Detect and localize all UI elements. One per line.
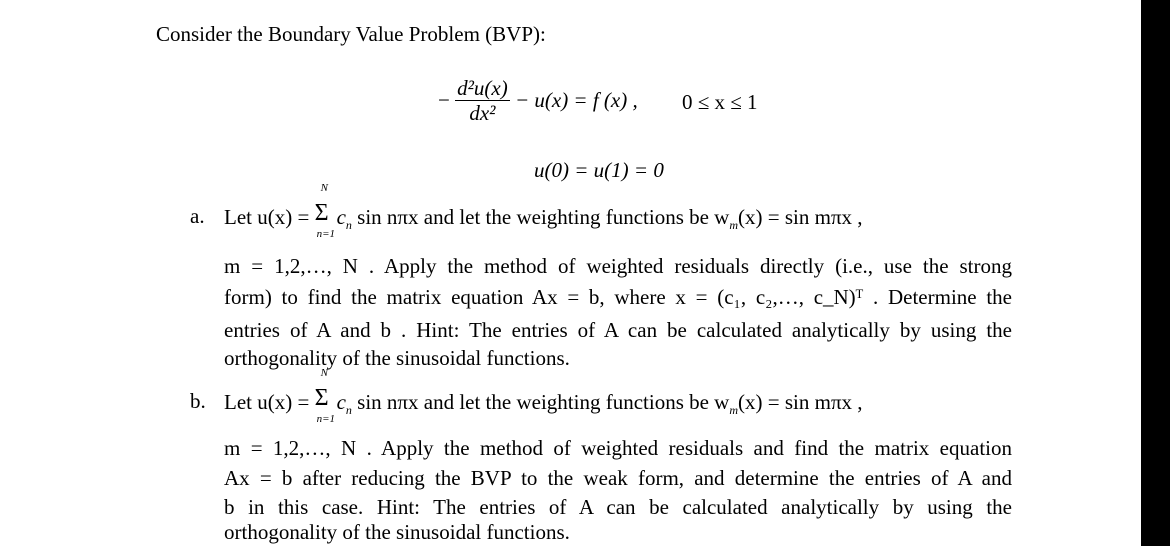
part-a-line2: m = 1,2,…, N . Apply the method of weighted residuals directly (i.e., use the strong xyxy=(224,254,1012,278)
boundary-conditions: u(0) = u(1) = 0 xyxy=(534,158,664,182)
coef-symbol: c xyxy=(336,205,346,229)
sigma-symbol: Σ xyxy=(314,200,329,226)
part-b-line3: Ax = b after reducing the BVP to the weak form, and determine the entries of A and xyxy=(224,466,1012,490)
part-a-tail: sin nπx and let the weighting functions be w xyxy=(357,205,730,229)
coef-subscript: n xyxy=(345,218,352,233)
part-a-line5: orthogonality of the sinusoidal functions. xyxy=(224,346,570,370)
part-a-lead: Let u(x) = xyxy=(224,205,310,229)
sum-lower-limit: n=1 xyxy=(316,413,335,425)
weight-subscript: m xyxy=(729,403,739,418)
minus-sign: − xyxy=(438,88,450,112)
part-b-summation xyxy=(314,367,337,425)
part-a-summation xyxy=(314,182,337,240)
domain-condition: 0 ≤ x ≤ 1 xyxy=(682,90,758,114)
fraction-denominator: dx² xyxy=(469,101,496,125)
second-derivative-fraction xyxy=(455,76,510,125)
part-b-line5: orthogonality of the sinusoidal functions. xyxy=(224,520,570,544)
part-a-line4: entries of A and b . Hint: The entries of A can be calculated analytically by using the xyxy=(224,318,1012,342)
black-edge xyxy=(1141,0,1170,546)
sum-upper-limit: N xyxy=(320,367,328,379)
part-b-end: (x) = sin mπx , xyxy=(738,390,863,414)
part-b-line1 xyxy=(224,367,863,425)
sum-lower-limit: n=1 xyxy=(316,228,335,240)
coef-subscript: n xyxy=(345,403,352,418)
part-b-tail: sin nπx and let the weighting functions be w xyxy=(357,390,730,414)
sum-upper-limit: N xyxy=(320,182,328,194)
intro-text: Consider the Boundary Value Problem (BVP): xyxy=(156,22,546,46)
weight-subscript: m xyxy=(729,218,739,233)
sigma-symbol: Σ xyxy=(314,385,329,411)
part-a-line1 xyxy=(224,182,863,240)
bvp-equation xyxy=(438,76,638,125)
equation-rest: − u(x) = f (x) , xyxy=(514,88,638,112)
coef-symbol: c xyxy=(336,390,346,414)
part-a-label: a. xyxy=(190,204,205,228)
part-b-line4: b in this case. Hint: The entries of A can be calculated analytically by using the xyxy=(224,495,1012,519)
fraction-numerator: d²u(x) xyxy=(457,76,508,100)
part-b-line2: m = 1,2,…, N . Apply the method of weighted residuals and find the matrix equation xyxy=(224,436,1012,460)
part-b-lead: Let u(x) = xyxy=(224,390,310,414)
part-b-label: b. xyxy=(190,389,206,413)
part-a-line3: form) to find the matrix equation Ax = b, where x = (c₁, c₂,…, c_N)ᵀ . Determine the xyxy=(224,285,1012,309)
part-a-end: (x) = sin mπx , xyxy=(738,205,863,229)
